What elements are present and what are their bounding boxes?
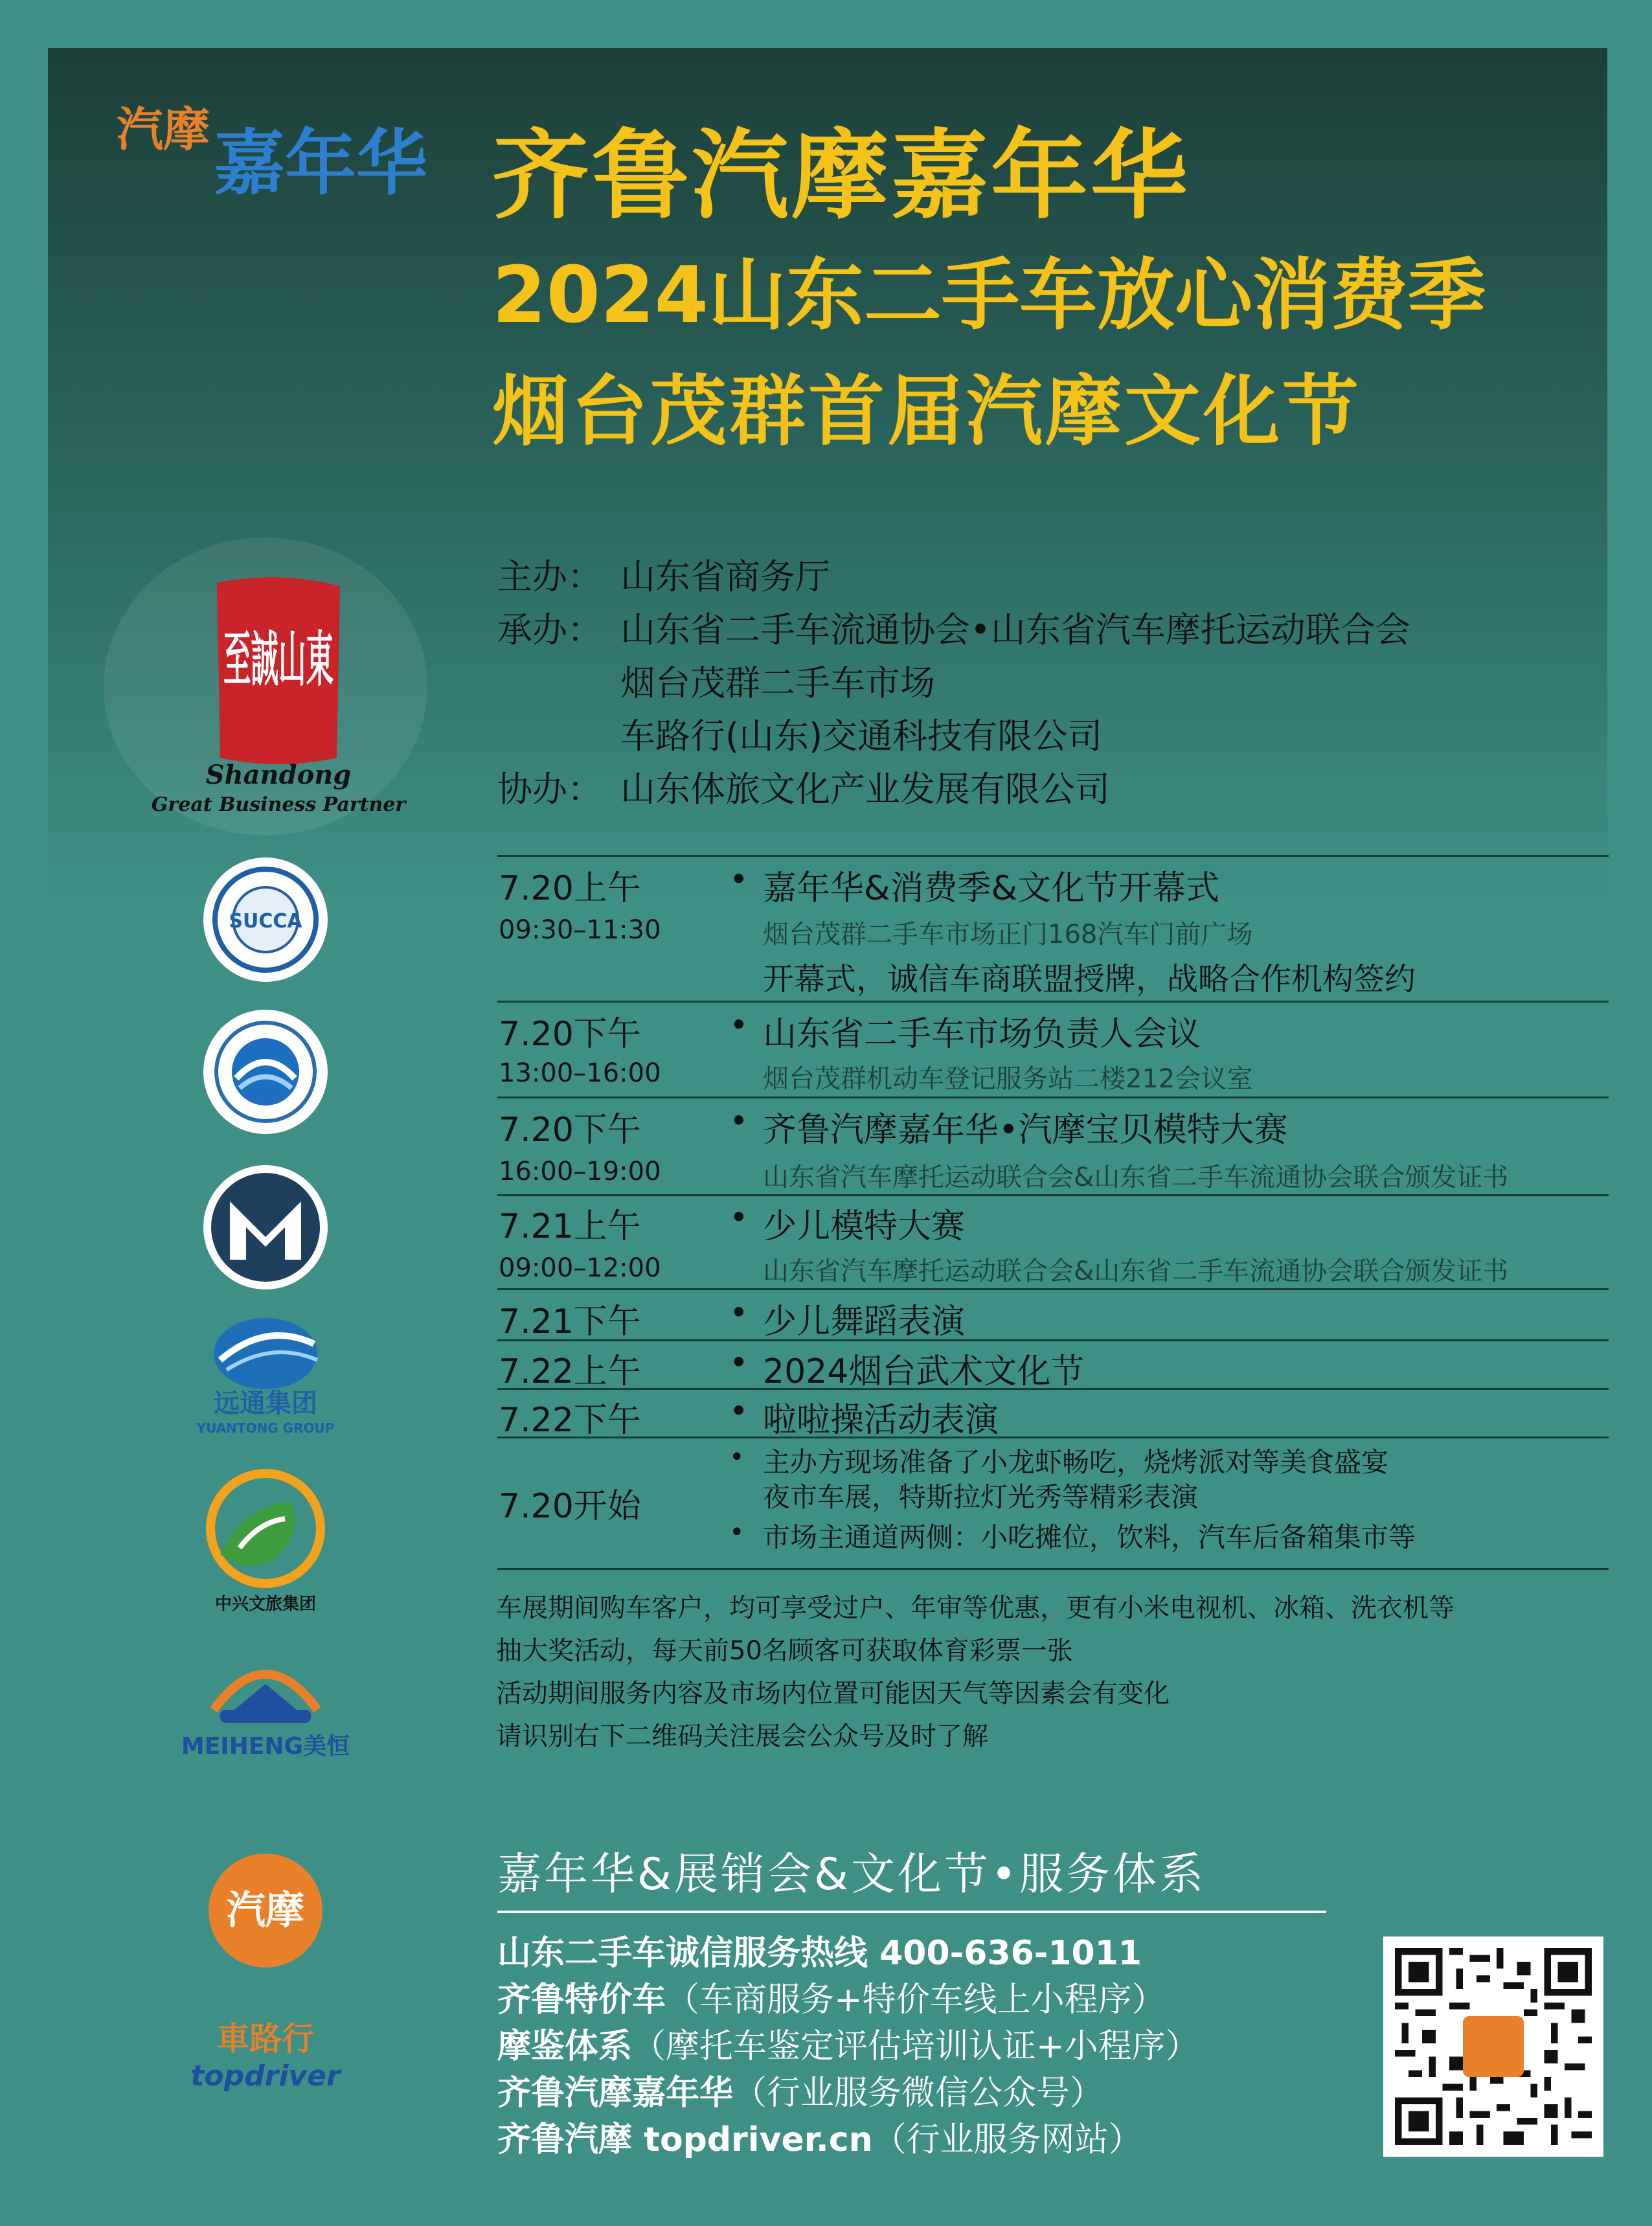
motor-association-logo	[201, 1007, 330, 1137]
carnival-logo	[117, 97, 427, 207]
schedule-row: 7.21下午 • 少儿舞蹈表演	[499, 1294, 966, 1341]
qr-code[interactable]	[1383, 1936, 1603, 2157]
schedule-row: 7.20开始 • 主办方现场准备了小龙虾畅吃，烧烤派对等美食盛宴 夜市车展，特斯拉灯光秀等精彩表演 • 市场主通道两侧：小吃摊位，饮料，汽车后备箱集市等	[499, 1442, 1416, 1553]
qimo-logo	[207, 1852, 324, 1969]
yuantong-group-logo	[194, 1308, 337, 1438]
yuantong-text: 远通集团	[214, 1389, 317, 1418]
schedule-row: 7.20上午 09:30–11:30 • 嘉年华&消费季&文化节开幕式 烟台茂群二手车市场正门168汽车门前广场 开幕式，诚信车商联盟授牌，战略合作机构签约	[499, 861, 1416, 997]
bullet: •	[729, 1392, 749, 1430]
zhongxing-text: 中兴文旅集团	[214, 1595, 317, 1614]
service-list	[497, 1930, 1199, 2163]
org-host: 主办： 山东省商务厅	[497, 556, 830, 597]
organizers-list	[497, 551, 1410, 816]
meiheng-text: MEIHENG美恒	[181, 1733, 350, 1760]
bullet: •	[729, 1006, 749, 1044]
shandong-seal-logo	[151, 570, 406, 816]
service-hotline: 山东二手车诚信服务热线 400-636-1011	[497, 1934, 1142, 1973]
succa-logo	[201, 855, 330, 984]
bullet: •	[729, 1199, 749, 1236]
subtitle-festival: 烟台茂群首届汽摩文化节	[492, 367, 1362, 456]
succa-text: SUCCA	[229, 910, 302, 933]
topdriver-text: topdriver	[190, 2060, 341, 2093]
event-notes: 车展期间购车客户，均可享受过户、年审等优惠，更有小米电视机、冰箱、洗衣机等 抽大奖活动，每天前50名顾客可获取体育彩票一张 活动期间服务内容及市场内位置可能因天气等因素会有变化 请识别右下二维码关注展会公众号及时了解	[496, 1593, 1454, 1751]
seal-text: 至誠山東	[223, 624, 334, 694]
logo-text-2: 嘉年华	[214, 122, 427, 205]
bullet: •	[729, 1344, 749, 1381]
org-co-organizer: 协办： 山东体旅文化产业发展有限公司	[497, 769, 1110, 810]
seal-caption-1: Shandong	[205, 760, 352, 790]
bullet: •	[729, 861, 749, 898]
service-divider	[497, 1911, 1326, 1913]
schedule-row: 7.20下午 13:00–16:00 • 山东省二手车市场负责人会议 烟台茂群机动车登记服务站二楼212会议室	[499, 1006, 1253, 1094]
m-brand-logo	[201, 1163, 330, 1292]
topdriver-logo	[190, 2014, 341, 2098]
service-item: 齐鲁汽摩嘉年华（行业服务微信公众号）	[497, 2074, 1104, 2113]
qimo-text: 汽摩	[227, 1888, 304, 1933]
yuantong-en-text: YUANTONG GROUP	[196, 1420, 335, 1436]
schedule-row: 7.22上午 • 2024烟台武术文化节	[499, 1344, 1085, 1391]
chelu-text: 車路行	[217, 2020, 314, 2058]
bullet: •	[729, 1442, 745, 1472]
seal-caption-2: Great Business Partner	[151, 793, 406, 816]
schedule-row: 7.20下午 16:00–19:00 • 齐鲁汽摩嘉年华•汽摩宝贝模特大赛 山东省汽车摩托运动联合会&山东省二手车流通协会联合颁发证书	[499, 1102, 1509, 1192]
schedule-row: 7.21上午 09:00–12:00 • 少儿模特大赛 山东省汽车摩托运动联合会&山东省二手车流通协会联合颁发证书	[499, 1199, 1509, 1286]
service-item: 摩鉴体系（摩托车鉴定评估培训认证+小程序）	[497, 2027, 1199, 2066]
service-website[interactable]: 齐鲁汽摩 topdriver.cn（行业服务网站）	[497, 2120, 1142, 2159]
service-title: 嘉年华&展销会&文化节•服务体系	[497, 1849, 1206, 1900]
meiheng-logo	[175, 1645, 356, 1762]
bullet: •	[729, 1517, 745, 1547]
divider	[497, 1568, 1609, 1570]
schedule-table	[497, 855, 1609, 1570]
bullet: •	[729, 1102, 749, 1140]
zhongxing-culture-logo	[194, 1464, 337, 1619]
bullet: •	[729, 1294, 749, 1332]
main-title: 齐鲁汽摩嘉年华	[492, 120, 1191, 233]
service-item: 齐鲁特价车（车商服务+特价车线上小程序）	[497, 1981, 1166, 2019]
schedule-row: 7.22下午 • 啦啦操活动表演	[499, 1392, 999, 1440]
logo-text-1: 汽摩	[117, 102, 210, 157]
subtitle-season: 2024山东二手车放心消费季	[492, 251, 1486, 341]
org-undertaker: 承办： 山东省二手车流通协会•山东省汽车摩托运动联合会 烟台茂群二手车市场 车路行(山东)交通科技有限公司	[497, 609, 1410, 756]
